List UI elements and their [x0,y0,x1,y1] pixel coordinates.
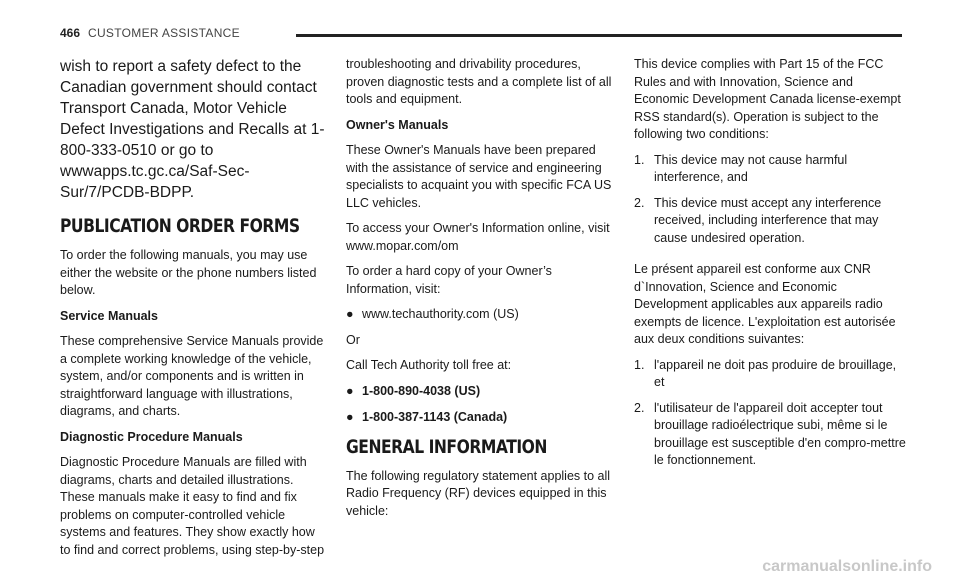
paragraph: Call Tech Authority toll free at: [346,358,512,372]
paragraph: To access your Owner's Information online, visit www.mopar.com/om [346,221,610,253]
list-item [346,306,616,324]
subheading-service-manuals: Service Manuals [60,308,158,323]
paragraph: The following regulatory statement applies to all Radio Frequency (RF) devices equipped in this vehicle: [346,468,611,518]
bullet-icon: ● [346,307,354,321]
bullet-text: www.techauthority.com (US) [362,307,519,321]
paragraph: This device complies with Part 15 of the FCC Rules and with Innovation, Science and Economic Development Canada license-exempt RSS standard(s). Operation is subject to the following two conditions: [634,57,901,141]
section-title: CUSTOMER ASSISTANCE [88,26,240,40]
list-text: l'appareil ne doit pas produire de brouillage, et [654,357,897,389]
list-item [634,152,906,187]
column-2 [346,56,616,528]
heading-publication-order-forms: PUBLICATION ORDER FORMS [60,215,300,237]
paragraph: To order the following manuals, you may use either the website or the phone numbers listed below. [60,248,317,297]
list-text: This device must accept any interference received, including interference that may cause undesired operation. [654,195,882,245]
paragraph: Diagnostic Procedure Manuals are filled with diagrams, charts and detailed illustrations. These manuals make it easy to find and fix problems on computer-controlled vehicle systems and features. They show exactly how to find and correct problems, using step-by-step [60,455,325,557]
list-item [634,195,906,248]
list-number: 2. [634,400,645,415]
list-item [634,400,906,470]
paragraph: troubleshooting and drivability procedures, proven diagnostic tests and a complete list of all tools and equipment. [346,57,612,106]
list-item [346,383,616,401]
list-text: l'utilisateur de l'appareil doit accepter tout brouillage radioélectrique subi, même si le brouillage est susceptible d'en compro-mettre le fonctionnement. [654,400,906,467]
list-number: 1. [634,357,645,372]
bullet-icon: ● [346,410,354,424]
list-number: 2. [634,195,645,210]
subheading-owners-manuals: Owner's Manuals [346,117,449,132]
list-text: This device may not cause harmful interference, and [654,152,848,184]
bullet-text: 1-800-387-1143 (Canada) [362,410,508,424]
column-1 [60,56,326,567]
bullet-icon: ● [346,383,354,398]
list-number: 1. [634,152,645,167]
heading-general-information: GENERAL INFORMATION [346,435,547,458]
watermark: carmanualsonline.info [762,558,932,575]
page-header [60,26,902,44]
list-item [346,409,616,427]
intro-text: wish to report a safety defect to the Canadian government should contact Transport Canada, Motor Vehicle Defect Investigations and Recalls at 1-800-333-0510 or go to wwwapps.tc.gc.ca/Saf-Sec-Sur/7/PCDB-BDPP. [60,58,325,201]
paragraph: Or [346,332,360,347]
paragraph: Le présent appareil est conforme aux CNR d`Innovation, Science and Economic Development applicables aux appareils radio exempts de licence. L'exploitation est autorisée aux deux conditions suivantes: [634,262,896,346]
subheading-diagnostic-manuals: Diagnostic Procedure Manuals [60,429,243,444]
paragraph: To order a hard copy of your Owner’s Information, visit: [346,264,552,296]
list-item [634,357,906,392]
paragraph: These Owner's Manuals have been prepared with the assistance of service and engineering specialists to acquaint you with specific FCA US LLC vehicles. [346,143,612,210]
page-number: 466 [60,26,81,40]
header-rule [296,34,902,37]
paragraph: These comprehensive Service Manuals provide a complete working knowledge of the vehicle, system, and/or components and is written in straightforward language with illustrations, diagrams, and charts. [60,334,324,418]
bullet-text: 1-800-890-4038 (US) [362,383,481,398]
column-3 [634,56,906,478]
